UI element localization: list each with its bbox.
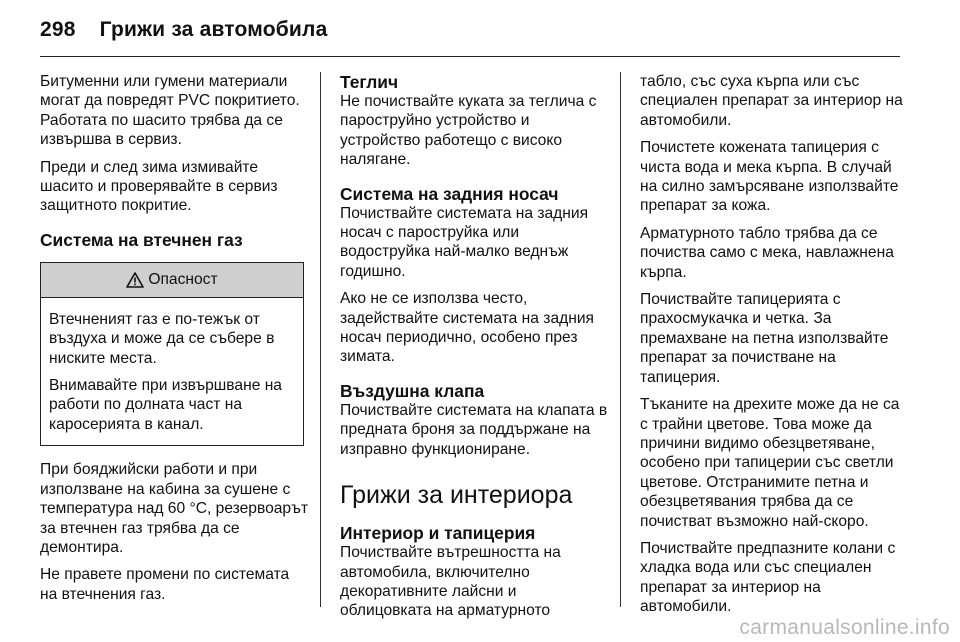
warning-triangle-icon	[126, 272, 144, 288]
paragraph: Не почиствайте куката за теглича с пароструйно устройство и устройство работещо с високо налягане.	[340, 93, 597, 169]
page-header	[40, 14, 327, 46]
warning-body	[41, 298, 303, 445]
paragraph: Почистете кожената тапицерия с чиста вода и мека кърпа. В случай на силно замърсяване използвайте препарат за кожа.	[640, 139, 899, 215]
page-number: 298	[40, 18, 76, 41]
section-heading-towbar: Теглич	[340, 72, 399, 92]
paragraph: Почиствайте системата на задния носач с пароструйка или водоструйка най-малко веднъж годишно.	[340, 204, 589, 280]
paragraph: При бояджийски работи и при използване на кабина за сушене с температура над 60 °C, резервоарът за втечнен газ трябва да се демонтира.	[40, 461, 308, 556]
column-3	[640, 72, 910, 625]
paragraph: Битуменни или гумени материали могат да повредят PVC покритието. Работата по шасито трябва да се извършва в сервиз.	[40, 73, 300, 149]
paragraph: Ако не се използва често, задействайте системата на задния носач периодично, особено през зимата.	[340, 290, 594, 366]
paragraph: Почиствайте предпазните колани с хладка вода или със специален препарат за интериор на автомобили.	[640, 539, 896, 616]
chapter-heading-interior-care: Грижи за интериора	[340, 481, 573, 510]
paragraph: Почиствайте вътрешността на автомобила, включително декоративните лайсни и облицовката на арматурното	[340, 544, 561, 620]
warning-title: Опасност	[148, 271, 218, 289]
paragraph: Внимавайте при извършване на работи по долната част на каросерията в канал.	[49, 377, 282, 433]
column-2	[340, 72, 610, 629]
paragraph: Втечненият газ е по-тежък от въздуха и може да се събере в ниските места.	[49, 310, 275, 367]
warning-box	[40, 262, 304, 446]
column-divider	[320, 72, 321, 607]
paragraph: Арматурното табло трябва да се почиства само с мека, навлажнена кърпа.	[640, 224, 894, 281]
paragraph: Тъканите на дрехите може да не са с трайни цветове. Това може да причини видимо обезцветяване, особено при тапицерии със светли цветове. Отстранимите петна и обезцветявания трябва да се почистват възможно най-скоро.	[640, 396, 900, 530]
header-rule	[40, 56, 900, 57]
paragraph: Преди и след зима измивайте шасито и проверявайте в сервиз защитното покритие.	[40, 158, 278, 215]
section-heading-lpg: Система на втечнен газ	[40, 229, 243, 250]
column-1	[40, 72, 310, 612]
watermark: carmanualsonline.info	[739, 616, 950, 639]
section-heading-air-flap: Въздушна клапа	[340, 380, 485, 401]
column-divider	[620, 72, 621, 607]
paragraph: табло, със суха кърпа или със специален препарат за интериор на автомобили.	[640, 73, 903, 129]
warning-header	[41, 263, 303, 298]
paragraph: Не правете промени по системата на втечнения газ.	[40, 566, 290, 603]
section-heading-interior-trim: Интериор и тапицерия	[340, 523, 536, 544]
paragraph: Почиствайте системата на клапата в предната броня за поддържане на изправно функциониране.	[340, 401, 608, 458]
paragraph: Почиствайте тапицерията с прахосмукачка и четка. За премахване на петна използвайте препарат за почистване на тапицерия.	[640, 291, 889, 386]
section-heading-rear-axle: Система на задния носач	[340, 183, 559, 204]
page-title: Грижи за автомобила	[99, 18, 328, 41]
